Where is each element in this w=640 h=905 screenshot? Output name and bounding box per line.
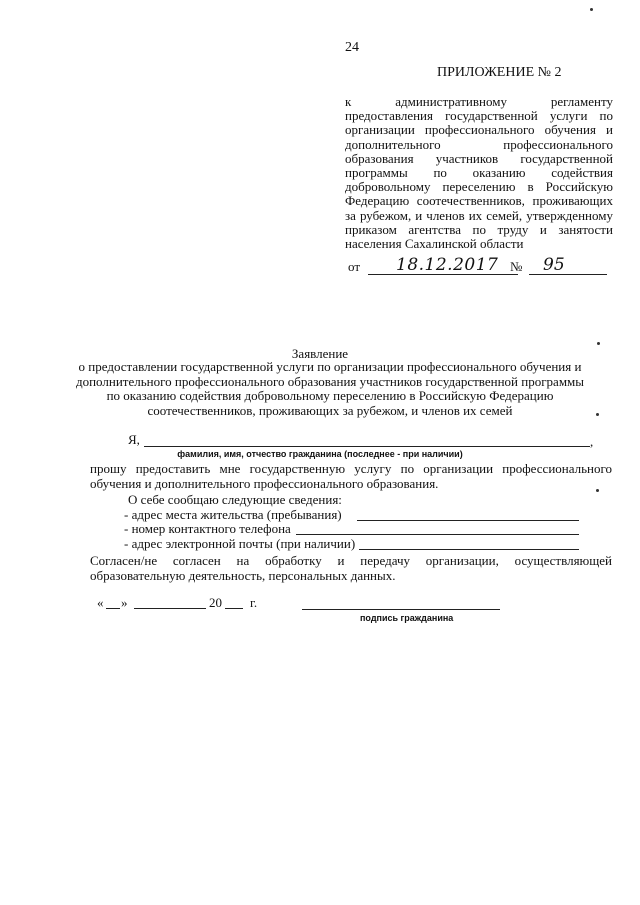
regulation-word: населения Сахалинской области <box>345 236 524 252</box>
regulation-word: за <box>345 207 356 223</box>
regulation-word: административному <box>395 94 507 109</box>
email-label: - адрес электронной почты (при наличии) <box>124 536 356 551</box>
signature-caption: подпись гражданина <box>360 613 454 623</box>
regulation-word: по <box>433 165 447 181</box>
subtitle-line: соотечественников, проживающих за рубежом, и членов их семей <box>147 402 513 418</box>
regulation-word: семей, <box>486 207 523 223</box>
regulation-word: участников <box>435 150 499 166</box>
regulation-reference <box>345 95 613 251</box>
info-intro: О себе сообщаю следующие сведения: <box>128 492 342 507</box>
name-caption: фамилия, имя, отчество гражданина (последнее - при наличии) <box>177 449 463 459</box>
request-line: обучения и дополнительного профессионального образования. <box>90 475 439 491</box>
regulation-word: труду <box>497 221 529 237</box>
regulation-word: соотечественников, <box>416 193 525 209</box>
regulation-word: регламенту <box>550 94 613 109</box>
regulation-line <box>345 152 613 166</box>
order-number-label: № <box>510 259 523 274</box>
order-number-line <box>529 274 607 275</box>
regulation-word: членов <box>426 207 465 223</box>
regulation-line <box>345 138 613 152</box>
regulation-word: их <box>468 207 483 223</box>
regulation-word: и <box>415 207 423 223</box>
applicant-name-field[interactable] <box>144 446 590 447</box>
i-label: Я, <box>128 432 140 447</box>
scan-speck <box>597 342 600 345</box>
regulation-word: проживающих <box>532 193 613 209</box>
order-date-label: от <box>348 259 361 274</box>
regulation-word: занятости <box>558 221 613 237</box>
month-field[interactable] <box>134 608 206 609</box>
scan-speck <box>596 489 599 492</box>
regulation-word: дополнительного <box>345 136 441 152</box>
regulation-word: Российскую <box>545 179 613 195</box>
regulation-word: государственной <box>520 150 613 166</box>
appendix-title: ПРИЛОЖЕНИЕ № 2 <box>437 65 562 80</box>
regulation-line <box>345 95 613 109</box>
regulation-word: и <box>606 122 613 138</box>
regulation-word: добровольному <box>345 179 431 195</box>
order-date-handwritten: 18.12.2017 <box>396 255 499 275</box>
regulation-word: организации <box>345 122 415 138</box>
regulation-word: программы <box>345 165 408 181</box>
scan-speck <box>590 8 593 11</box>
order-number-handwritten: 95 <box>543 255 565 275</box>
regulation-word: образования <box>345 150 414 166</box>
phone-input-line[interactable] <box>296 534 579 535</box>
regulation-word: обучения <box>544 122 596 138</box>
consent-text <box>90 554 612 583</box>
day-field[interactable] <box>106 608 120 609</box>
regulation-line <box>345 123 613 137</box>
regulation-word: профессионального <box>424 122 535 138</box>
phone-field-row <box>124 521 579 537</box>
phone-label: - номер контактного телефона <box>124 521 291 536</box>
regulation-line <box>345 209 613 223</box>
application-subtitle <box>20 360 640 418</box>
regulation-word: утвержденному <box>526 207 613 223</box>
regulation-word: переселению <box>442 179 516 195</box>
regulation-line <box>345 166 613 180</box>
year-suffix: г. <box>250 595 258 610</box>
regulation-word: по <box>472 221 486 237</box>
address-label: - адрес места жительства (пребывания) <box>124 507 342 522</box>
regulation-word: агентства <box>408 221 462 237</box>
scan-speck <box>596 413 599 416</box>
regulation-word: профессионального <box>503 136 613 152</box>
year-prefix: 20 <box>209 595 222 610</box>
page-number: 24 <box>345 40 359 55</box>
regulation-word: Федерацию <box>345 193 410 209</box>
regulation-word: услуги <box>549 108 588 124</box>
regulation-word: оказанию <box>472 165 526 181</box>
date-open-quote: « <box>97 595 104 610</box>
regulation-word: к <box>345 94 352 109</box>
request-line: прошу предоставить мне государственную услугу по организации профессионального <box>90 461 612 476</box>
regulation-word: приказом <box>345 221 397 237</box>
name-comma: , <box>590 434 594 449</box>
order-date-number-row <box>348 255 610 279</box>
regulation-line <box>345 237 613 251</box>
email-field-row <box>124 536 579 552</box>
regulation-word: и <box>539 221 547 237</box>
regulation-line <box>345 180 613 194</box>
subtitle-line: дополнительного профессионального образования участников государственной программы <box>75 373 584 389</box>
regulation-word: государственной <box>445 108 538 124</box>
regulation-word: по <box>599 108 613 124</box>
regulation-word: рубежом, <box>359 207 412 223</box>
signature-line[interactable] <box>302 609 500 610</box>
regulation-line <box>345 109 613 123</box>
request-text <box>90 462 612 491</box>
regulation-line <box>345 223 613 237</box>
date-close-quote: » <box>121 595 128 610</box>
signature-date <box>97 595 267 613</box>
consent-line: Согласен/не согласен на обработку и передачу организации, осуществляющей <box>90 553 612 568</box>
subtitle-line: о предоставлении государственной услуги по организации профессионального обучения и <box>78 359 582 374</box>
consent-line: образовательную деятельность, персональных данных. <box>90 567 396 583</box>
subtitle-line: по оказанию содействия добровольному переселению в Российскую Федерацию <box>106 388 554 403</box>
application-title: Заявление <box>291 346 349 361</box>
regulation-word: предоставления <box>345 108 433 124</box>
year-field[interactable] <box>225 608 243 609</box>
regulation-line <box>345 194 613 208</box>
regulation-word: в <box>527 179 534 195</box>
email-input-line[interactable] <box>359 549 579 550</box>
regulation-word: содействия <box>551 165 613 181</box>
